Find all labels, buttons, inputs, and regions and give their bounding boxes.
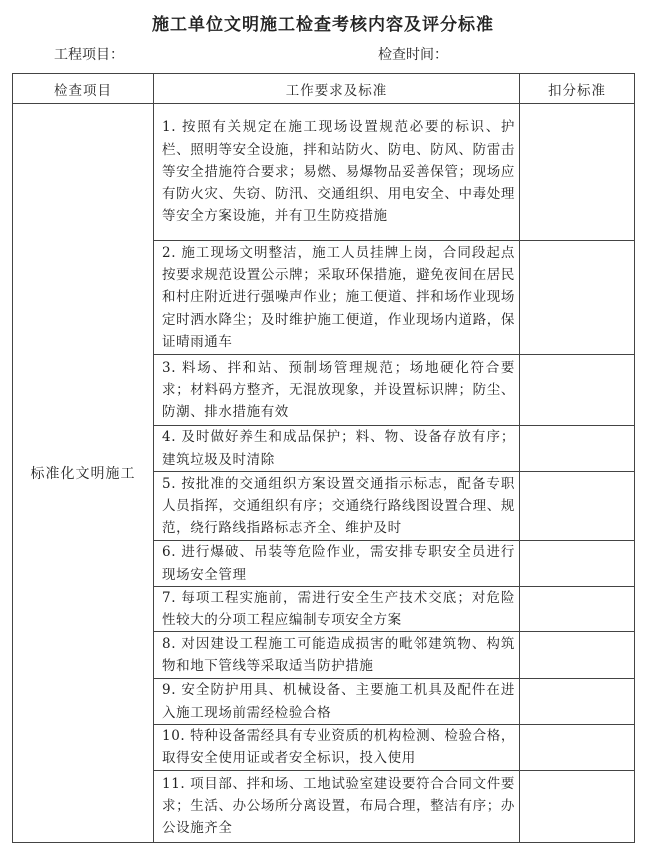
deduction-cell [520, 541, 635, 587]
requirement-cell: 2. 施工现场文明整洁，施工人员挂牌上岗，合同段起点按要求规范设置公示牌；采取环保措施，避免夜间在居民和村庄附近进行强噪声作业；施工便道、拌和场作业现场定时洒水降尘；及时维护施工便道，作业现场内道路，保证晴雨通车 [154, 241, 520, 355]
requirement-cell: 1. 按照有关规定在施工现场设置规范必要的标识、护栏、照明等安全设施，拌和站防火、防电、防风、防雷击等安全措施符合要求；易燃、易爆物品妥善保管；现场应有防火灾、失窃、防汛、交通组织、用电安全、中毒处理等安全方案设施，并有卫生防疫措施 [154, 104, 520, 241]
deduction-cell [520, 426, 635, 472]
deduction-cell [520, 770, 635, 842]
criteria-table [12, 73, 635, 843]
requirement-cell: 10. 特种设备需经具有专业资质的机构检测、检验合格，取得安全使用证或者安全标识，投入使用 [154, 724, 520, 770]
deduction-cell [520, 472, 635, 541]
deduction-cell [520, 679, 635, 724]
deduction-cell [520, 632, 635, 679]
deduction-cell [520, 241, 635, 355]
deduction-cell [520, 355, 635, 426]
inspection-time-label: 检查时间： [378, 47, 448, 63]
requirement-cell: 11. 项目部、拌和场、工地试验室建设要符合合同文件要求；生活、办公场所分离设置，布局合理，整洁有序；办公设施齐全 [154, 770, 520, 842]
requirement-cell: 3. 料场、拌和站、预制场管理规范；场地硬化符合要求；材料码方整齐，无混放现象，并设置标识牌；防尘、防潮、排水措施有效 [154, 355, 520, 426]
deduction-cell [520, 104, 635, 241]
header-deduction: 扣分标准 [520, 74, 635, 104]
table-row [13, 104, 635, 241]
document-title: 施工单位文明施工检查考核内容及评分标准 [152, 15, 494, 35]
requirement-cell: 9. 安全防护用具、机械设备、主要施工机具及配件在进入施工现场前需经检验合格 [154, 679, 520, 724]
table-header-row [13, 74, 635, 104]
category-cell: 标准化文明施工 [13, 104, 154, 843]
deduction-cell [520, 587, 635, 632]
project-label: 工程项目： [54, 47, 124, 63]
requirement-cell: 8. 对因建设工程施工可能造成损害的毗邻建筑物、构筑物和地下管线等采取适当防护措施 [154, 632, 520, 679]
header-inspection-item: 检查项目 [13, 74, 154, 104]
requirement-cell: 4. 及时做好养生和成品保护；料、物、设备存放有序；建筑垃圾及时清除 [154, 426, 520, 472]
requirement-cell: 6. 进行爆破、吊装等危险作业，需安排专职安全员进行现场安全管理 [154, 541, 520, 587]
header-requirements: 工作要求及标准 [154, 74, 520, 104]
deduction-cell [520, 724, 635, 770]
requirement-cell: 5. 按批准的交通组织方案设置交通指示标志，配备专职人员指挥，交通组织有序；交通绕行路线图设置合理、规范，绕行路线指路标志齐全、维护及时 [154, 472, 520, 541]
requirement-cell: 7. 每项工程实施前，需进行安全生产技术交底；对危险性较大的分项工程应编制专项安全方案 [154, 587, 520, 632]
